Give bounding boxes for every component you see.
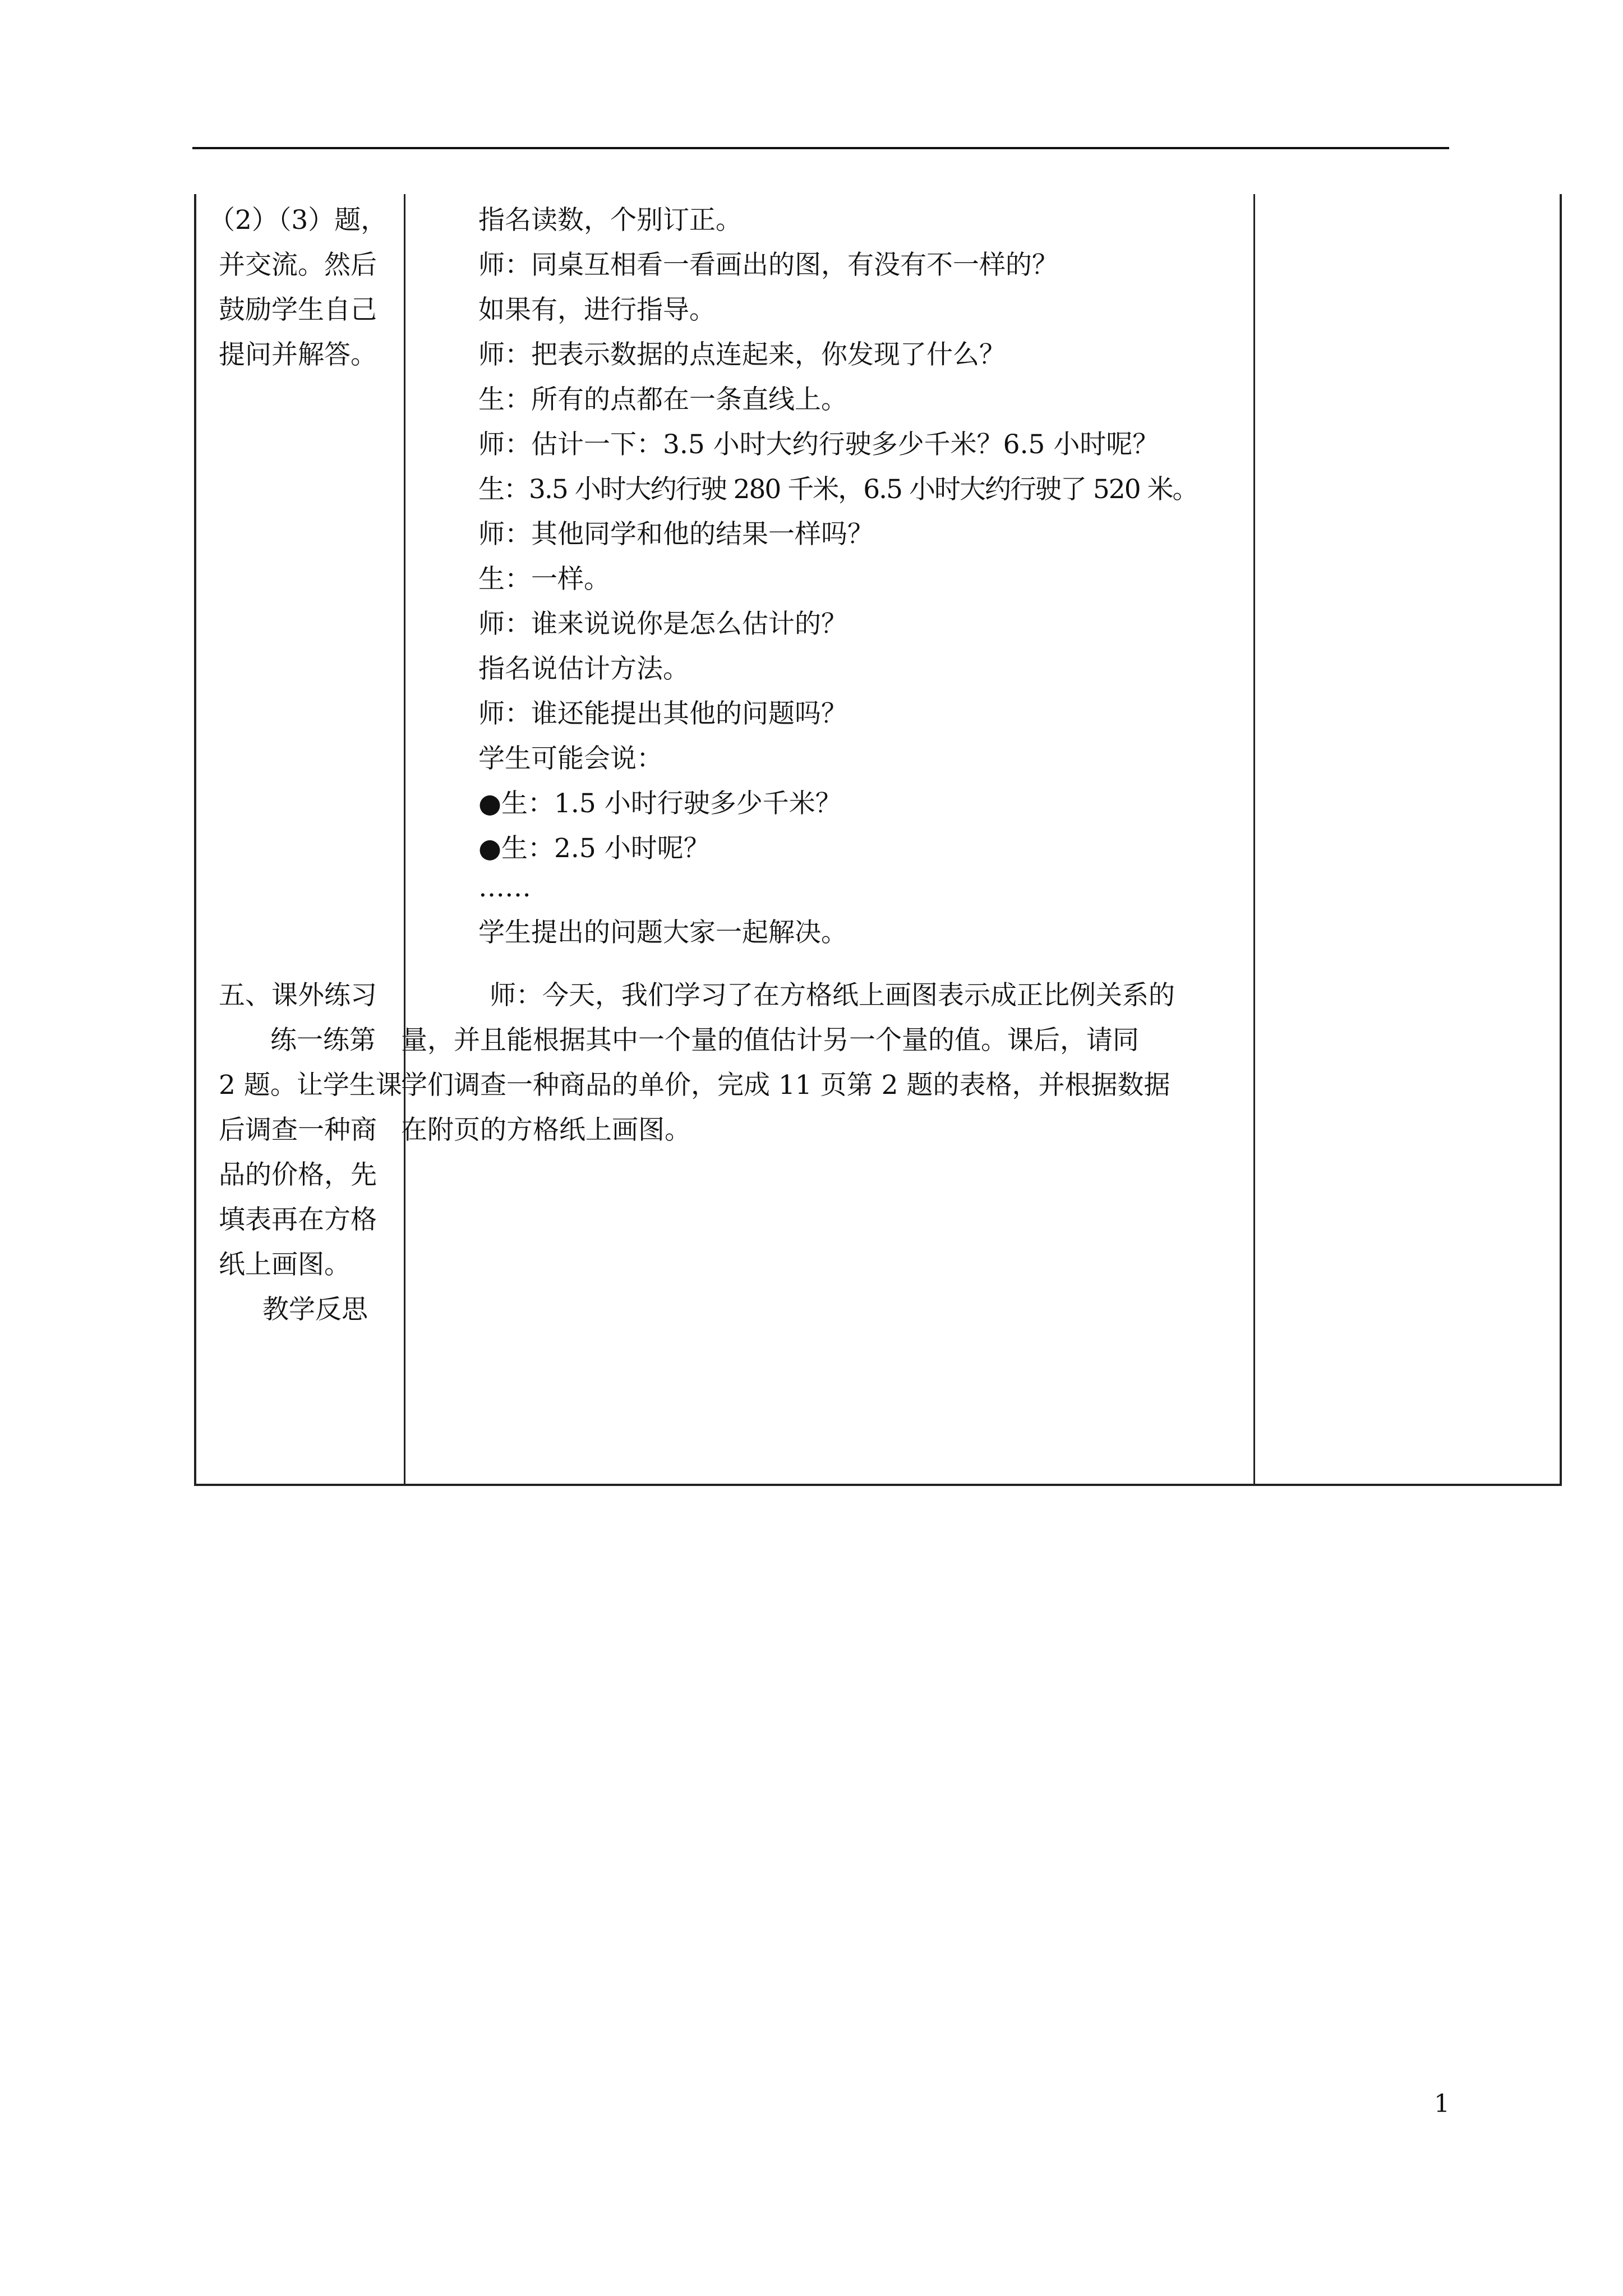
mid-line-18: 师：今天，我们学习了在方格纸上画图表示成正比例关系的 xyxy=(490,980,1175,1011)
page-number: 1 xyxy=(1434,2090,1450,2118)
mid-line-6: 师：估计一下：3.5 小时大约行驶多少千米？6.5 小时呢？ xyxy=(478,429,1159,460)
left-line-9: 品的价格，先 xyxy=(219,1159,377,1190)
mid-line-17: 学生提出的问题大家一起解决。 xyxy=(478,917,847,948)
mid-line-19: 量，并且能根据其中一个量的值估计另一个量的值。课后，请同 xyxy=(401,1025,1139,1056)
mid-line-14: ●生：1.5 小时行驶多少千米？ xyxy=(478,788,842,819)
mid-line-21: 在附页的方格纸上画图。 xyxy=(401,1115,691,1145)
left-column xyxy=(209,194,405,1484)
left-line-5: 五、课外练习 xyxy=(219,980,377,1011)
mid-line-1: 指名读数，个别订正。 xyxy=(478,205,742,236)
mid-line-5: 生：所有的点都在一条直线上。 xyxy=(478,384,847,415)
left-line-12: 教学反思 xyxy=(262,1294,368,1325)
mid-line-7: 生：3.5 小时大约行驶 280 千米，6.5 小时大约行驶了 520 米。 xyxy=(478,474,1198,505)
left-line-11: 纸上画图。 xyxy=(219,1249,351,1280)
left-line-4: 提问并解答。 xyxy=(219,339,377,370)
middle-column xyxy=(401,194,1449,1484)
left-line-6: 练一练第 xyxy=(270,1025,376,1056)
mid-line-15: ●生：2.5 小时呢？ xyxy=(478,833,710,864)
left-line-1: （2）（3）题， xyxy=(209,205,388,236)
lesson-table xyxy=(194,194,1562,1486)
mid-line-13: 学生可能会说： xyxy=(478,743,663,774)
mid-line-16: …… xyxy=(478,872,531,903)
left-line-2: 并交流。然后 xyxy=(219,250,377,280)
mid-line-20: 学们调查一种商品的单价，完成 11 页第 2 题的表格，并根据数据 xyxy=(401,1070,1170,1101)
mid-line-11: 指名说估计方法。 xyxy=(478,654,689,684)
mid-line-10: 师：谁来说说你是怎么估计的？ xyxy=(478,609,847,639)
left-line-3: 鼓励学生自己 xyxy=(219,295,377,325)
header-rule xyxy=(192,147,1449,149)
mid-line-3: 如果有，进行指导。 xyxy=(478,295,716,325)
mid-line-12: 师：谁还能提出其他的问题吗？ xyxy=(478,698,847,729)
mid-line-4: 师：把表示数据的点连起来，你发现了什么？ xyxy=(478,339,1006,370)
left-line-7: 2 题。让学生课 xyxy=(219,1070,402,1101)
mid-line-8: 师：其他同学和他的结果一样吗？ xyxy=(478,519,874,550)
left-line-8: 后调查一种商 xyxy=(219,1115,377,1145)
mid-line-2: 师：同桌互相看一看画出的图，有没有不一样的？ xyxy=(478,250,1058,280)
left-line-10: 填表再在方格 xyxy=(219,1204,377,1235)
mid-line-9: 生：一样。 xyxy=(478,564,610,595)
